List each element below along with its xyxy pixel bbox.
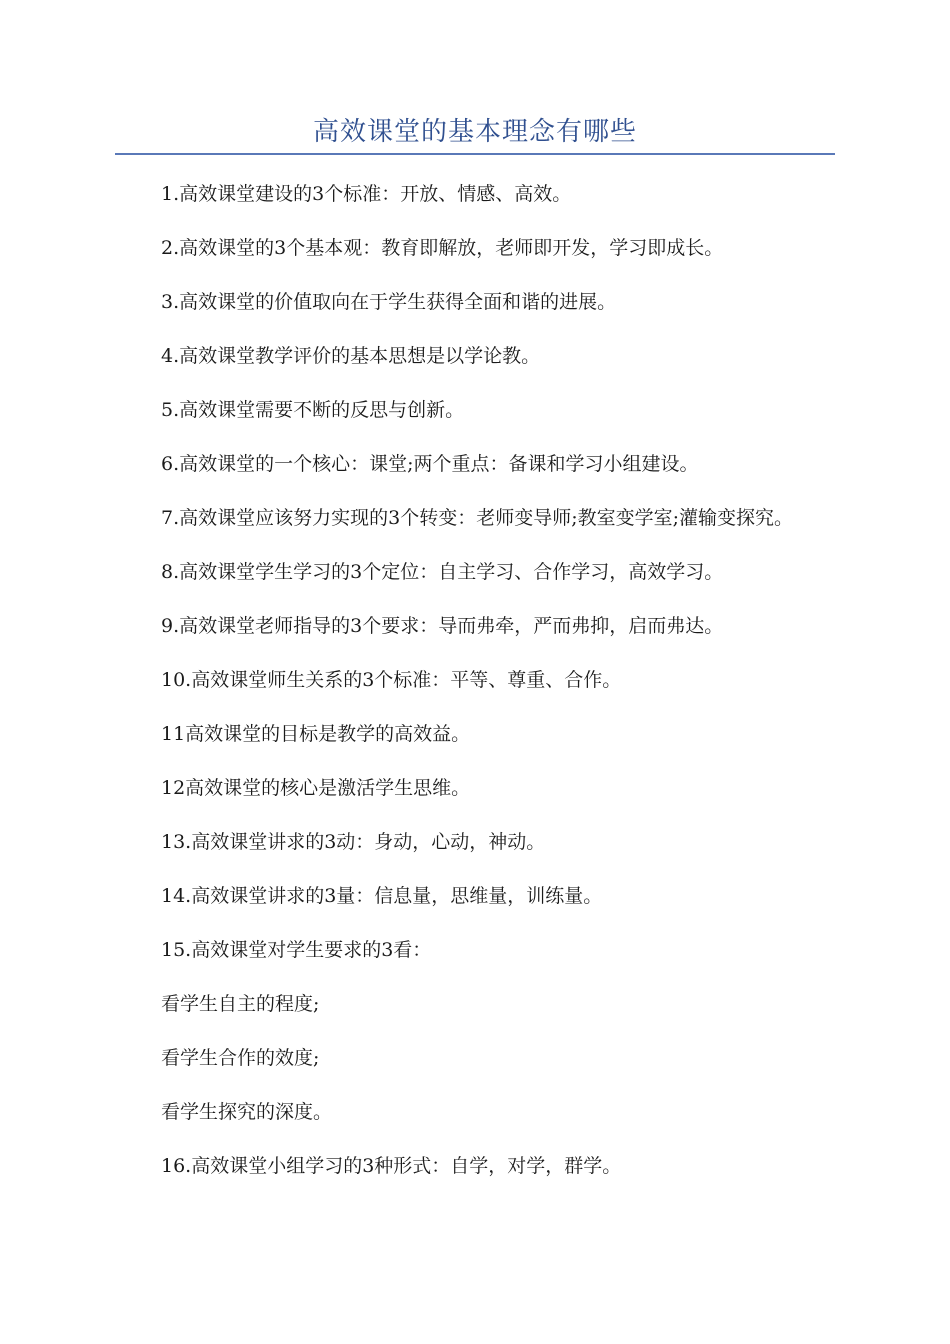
paragraph-3: 3.高效课堂的价值取向在于学生获得全面和谐的进展。	[161, 291, 617, 313]
document-body	[115, 176, 835, 1202]
paragraph-15: 15.高效课堂对学生要求的3看：	[161, 939, 432, 961]
paragraph-17: 看学生合作的效度;	[161, 1047, 320, 1069]
paragraph-13: 13.高效课堂讲求的3动：身动，心动，神动。	[161, 831, 546, 853]
paragraph-6: 6.高效课堂的一个核心：课堂;两个重点：备课和学习小组建设。	[161, 453, 699, 475]
paragraph-9: 9.高效课堂老师指导的3个要求：导而弗牵，严而弗抑，启而弗达。	[161, 615, 724, 637]
paragraph-11: 11高效课堂的目标是教学的高效益。	[161, 723, 471, 745]
paragraph-4: 4.高效课堂教学评价的基本思想是以学论教。	[161, 345, 541, 367]
paragraph-5: 5.高效课堂需要不断的反思与创新。	[161, 399, 465, 421]
paragraph-8: 8.高效课堂学生学习的3个定位：自主学习、合作学习，高效学习。	[161, 561, 724, 583]
paragraph-1: 1.高效课堂建设的3个标准：开放、情感、高效。	[161, 183, 572, 205]
document-title: 高效课堂的基本理念有哪些	[312, 117, 637, 147]
title-underline	[115, 153, 835, 155]
paragraph-12: 12高效课堂的核心是激活学生思维。	[161, 777, 471, 799]
paragraph-10: 10.高效课堂师生关系的3个标准：平等、尊重、合作。	[161, 669, 622, 691]
paragraph-14: 14.高效课堂讲求的3量：信息量，思维量，训练量。	[161, 885, 603, 907]
paragraph-7: 7.高效课堂应该努力实现的3个转变：老师变导师;教室变学室;灌输变探究。	[161, 507, 794, 529]
paragraph-18: 看学生探究的深度。	[161, 1101, 333, 1123]
paragraph-16: 看学生自主的程度;	[161, 993, 320, 1015]
paragraph-2: 2.高效课堂的3个基本观：教育即解放，老师即开发，学习即成长。	[161, 237, 724, 259]
paragraph-19: 16.高效课堂小组学习的3种形式：自学，对学，群学。	[161, 1155, 622, 1177]
